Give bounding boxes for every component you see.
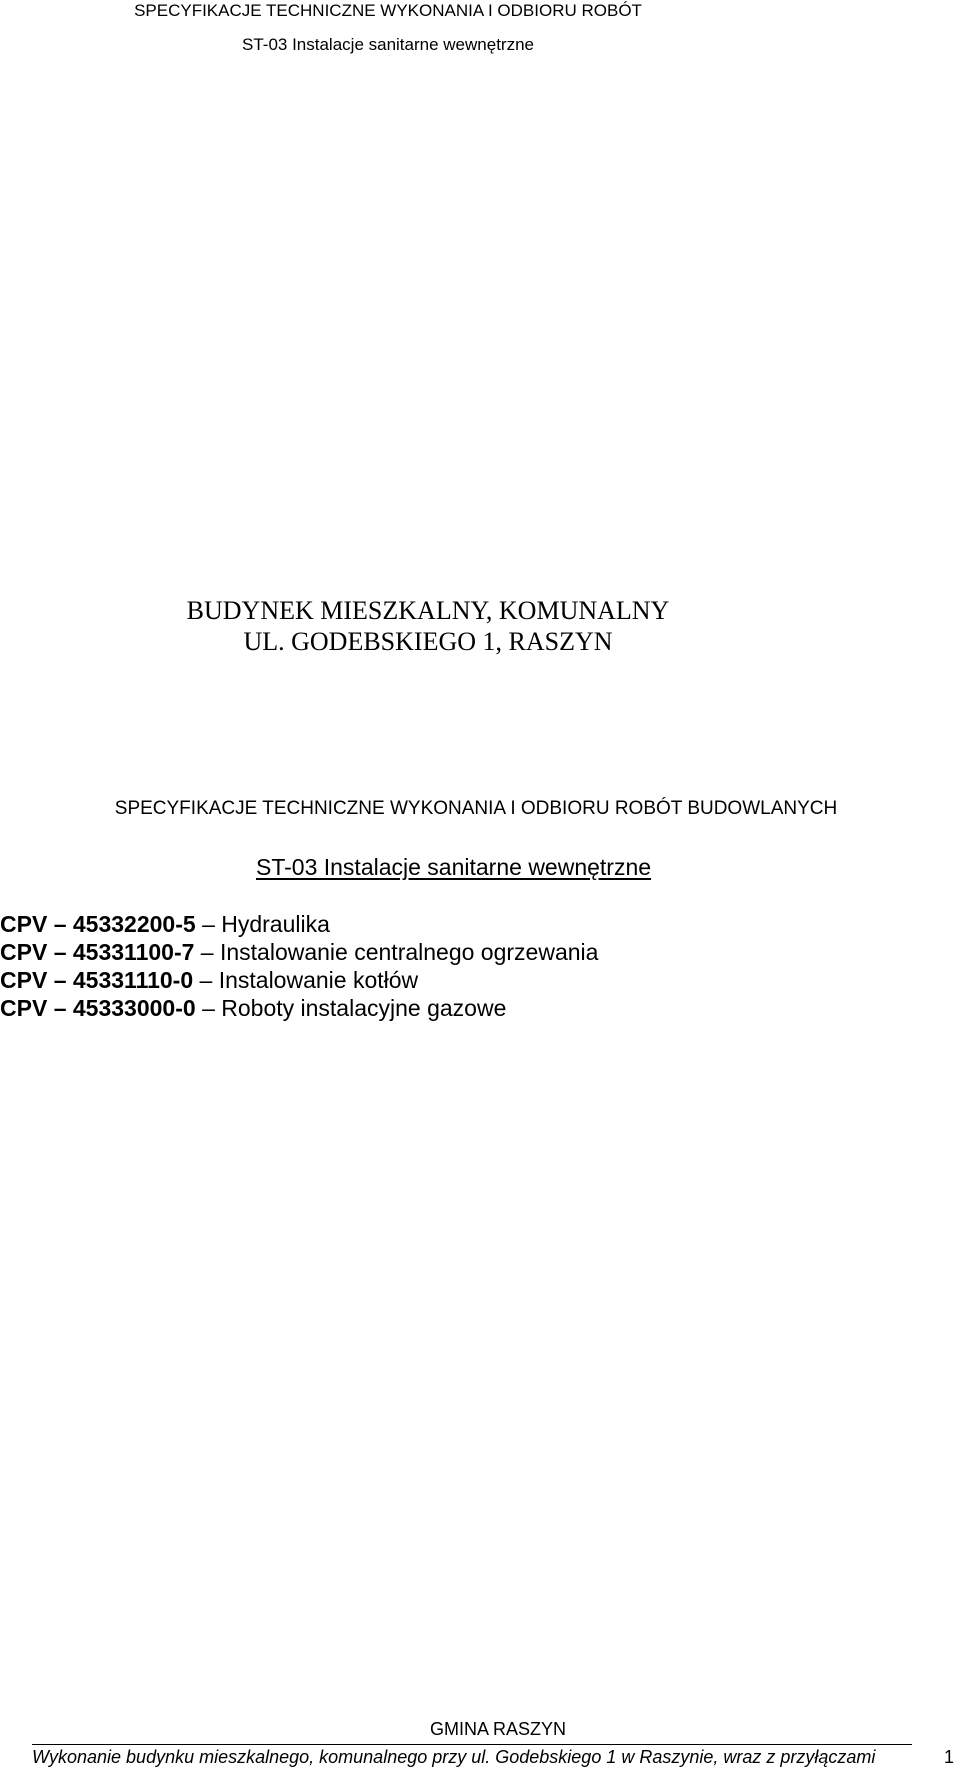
cpv-separator: – bbox=[202, 911, 215, 937]
cpv-item bbox=[0, 966, 598, 994]
building-title: BUDYNEK MIESZKALNY, KOMUNALNY bbox=[186, 596, 670, 625]
cpv-dash: – bbox=[53, 939, 67, 965]
running-header-title: SPECYFIKACJE TECHNICZNE WYKONANIA I ODBIORU ROBÓT bbox=[134, 1, 642, 20]
spec-heading-text: SPECYFIKACJE TECHNICZNE WYKONANIA I ODBIORU ROBÓT BUDOWLANYCH bbox=[114, 798, 838, 819]
page-number: 1 bbox=[943, 1747, 954, 1767]
section-title: ST-03 Instalacje sanitarne wewnętrzne bbox=[256, 854, 652, 880]
cpv-prefix: CPV bbox=[0, 939, 48, 965]
cpv-description: Instalowanie centralnego ogrzewania bbox=[219, 939, 599, 965]
cpv-description: Hydraulika bbox=[221, 911, 330, 937]
cpv-separator: – bbox=[200, 939, 214, 965]
cpv-prefix: CPV bbox=[0, 911, 48, 937]
cpv-description: Roboty instalacyjne gazowe bbox=[221, 995, 507, 1021]
cpv-description: Instalowanie kotłów bbox=[218, 967, 419, 993]
cpv-item bbox=[0, 994, 598, 1022]
cpv-item bbox=[0, 910, 598, 938]
spec-heading bbox=[0, 798, 960, 820]
footer-text bbox=[32, 1744, 954, 1768]
cpv-code: 45331100-7 bbox=[72, 939, 195, 965]
building-address: UL. GODEBSKIEGO 1, RASZYN bbox=[243, 627, 613, 656]
cpv-dash: – bbox=[53, 967, 67, 993]
cpv-code-list bbox=[0, 910, 598, 1022]
cpv-dash: – bbox=[53, 995, 67, 1021]
cpv-code: 45332200-5 bbox=[72, 911, 196, 937]
cpv-code: 45331110-0 bbox=[72, 967, 194, 993]
cpv-prefix: CPV bbox=[0, 967, 48, 993]
running-header-subtitle: ST-03 Instalacje sanitarne wewnętrzne bbox=[242, 35, 534, 54]
cpv-item bbox=[0, 938, 598, 966]
cpv-code: 45333000-0 bbox=[72, 995, 196, 1021]
footer-description: Wykonanie budynku mieszkalnego, komunalnego przy ul. Godebskiego 1 w Raszynie, wraz z przyłączami bbox=[32, 1747, 876, 1767]
cpv-separator: – bbox=[202, 995, 215, 1021]
cpv-prefix: CPV bbox=[0, 995, 48, 1021]
cpv-dash: – bbox=[53, 911, 67, 937]
cpv-separator: – bbox=[199, 967, 213, 993]
footer-organization: GMINA RASZYN bbox=[429, 1719, 567, 1739]
